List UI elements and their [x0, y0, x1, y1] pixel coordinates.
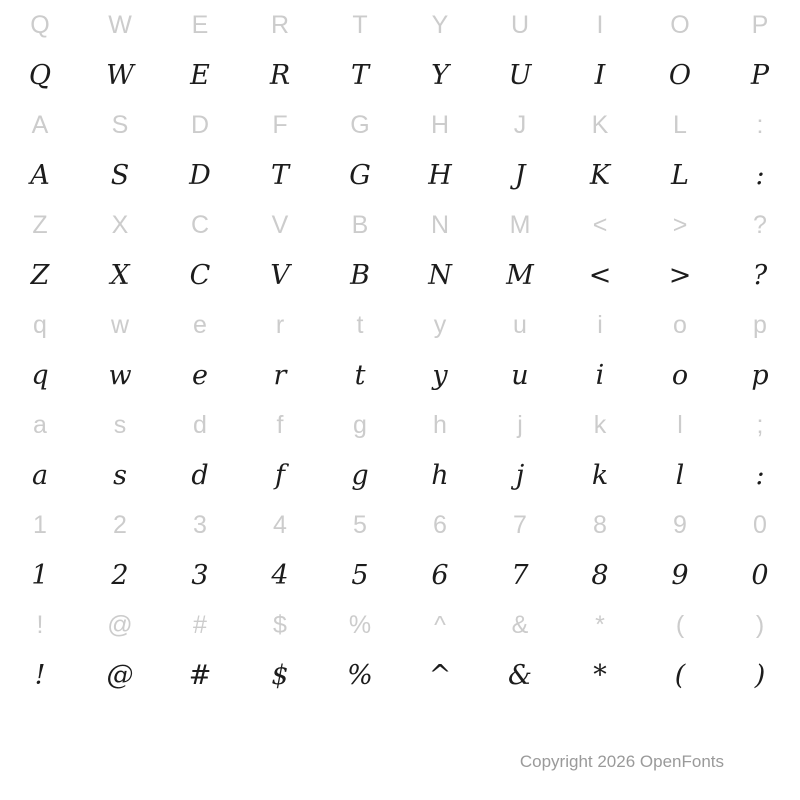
specimen-glyph: C: [189, 259, 211, 291]
specimen-glyph: T: [270, 159, 289, 191]
reference-glyph: g: [353, 410, 367, 439]
specimen-row: [0, 350, 800, 400]
reference-glyph: 1: [33, 510, 47, 539]
specimen-glyph: @: [106, 659, 134, 691]
specimen-glyph: W: [106, 59, 134, 91]
reference-glyph: L: [673, 110, 687, 139]
specimen-glyph: R: [269, 59, 291, 91]
specimen-glyph: P: [750, 59, 770, 91]
specimen-glyph: T: [350, 59, 369, 91]
reference-row: [0, 500, 800, 550]
specimen-glyph: D: [189, 159, 211, 191]
reference-glyph: y: [433, 310, 447, 339]
reference-glyph: ;: [756, 410, 764, 439]
reference-glyph: l: [677, 410, 683, 439]
reference-glyph: 6: [433, 510, 447, 539]
specimen-glyph: A: [30, 159, 50, 191]
reference-glyph: K: [591, 110, 609, 139]
specimen-glyph: J: [514, 159, 526, 191]
reference-glyph: q: [33, 310, 47, 339]
specimen-glyph: <: [588, 259, 612, 291]
specimen-glyph: q: [31, 359, 49, 391]
reference-glyph: 3: [193, 510, 207, 539]
specimen-glyph: X: [110, 259, 130, 291]
reference-glyph: 5: [353, 510, 367, 539]
specimen-glyph: l: [675, 459, 685, 491]
specimen-glyph: O: [668, 59, 692, 91]
reference-glyph: !: [36, 610, 44, 639]
specimen-glyph: I: [594, 59, 606, 91]
reference-row: [0, 600, 800, 650]
footer-copyright: Copyright 2026 OpenFonts: [519, 752, 724, 771]
reference-glyph: 9: [673, 510, 687, 539]
reference-row: [0, 100, 800, 150]
specimen-glyph: Y: [431, 59, 449, 91]
specimen-glyph: g: [351, 459, 369, 491]
reference-glyph: U: [510, 10, 530, 39]
specimen-glyph: E: [190, 59, 210, 91]
specimen-glyph: (: [674, 659, 686, 691]
specimen-glyph: y: [432, 359, 448, 391]
specimen-glyph: k: [591, 459, 609, 491]
specimen-glyph: o: [671, 359, 689, 391]
specimen-glyph: 4: [271, 559, 289, 591]
reference-glyph: t: [356, 310, 364, 339]
reference-glyph: (: [675, 610, 685, 639]
reference-glyph: 4: [273, 510, 287, 539]
specimen-glyph: K: [589, 159, 611, 191]
reference-glyph: G: [350, 110, 370, 139]
reference-glyph: 0: [753, 510, 767, 539]
specimen-glyph: 6: [431, 559, 449, 591]
reference-glyph: #: [193, 610, 207, 639]
reference-glyph: w: [110, 310, 130, 339]
reference-glyph: k: [593, 410, 607, 439]
specimen-glyph: w: [108, 359, 132, 391]
specimen-row: [0, 650, 800, 700]
specimen-glyph: :: [755, 159, 765, 191]
reference-glyph: I: [596, 10, 604, 39]
reference-row: [0, 300, 800, 350]
specimen-glyph: M: [506, 259, 534, 291]
specimen-glyph: 1: [31, 559, 49, 591]
specimen-glyph: Q: [28, 59, 52, 91]
reference-glyph: V: [271, 210, 289, 239]
specimen-glyph: V: [270, 259, 290, 291]
reference-glyph: >: [672, 210, 688, 239]
specimen-glyph: Z: [30, 259, 50, 291]
reference-glyph: D: [190, 110, 210, 139]
reference-glyph: X: [111, 210, 129, 239]
reference-glyph: h: [433, 410, 447, 439]
reference-glyph: d: [193, 410, 207, 439]
specimen-glyph: s: [113, 459, 127, 491]
reference-glyph: B: [351, 210, 369, 239]
reference-glyph: S: [111, 110, 129, 139]
specimen-glyph: :: [755, 459, 765, 491]
specimen-glyph: 8: [591, 559, 609, 591]
specimen-glyph: e: [192, 359, 208, 391]
reference-glyph: Z: [32, 210, 48, 239]
reference-glyph: 8: [593, 510, 607, 539]
specimen-glyph: 5: [351, 559, 369, 591]
specimen-row: [0, 550, 800, 600]
reference-glyph: C: [190, 210, 210, 239]
reference-glyph: s: [113, 410, 127, 439]
specimen-glyph: !: [34, 659, 46, 691]
specimen-glyph: ?: [752, 259, 768, 291]
specimen-glyph: 2: [111, 559, 129, 591]
reference-glyph: ): [755, 610, 765, 639]
reference-row: [0, 200, 800, 250]
reference-glyph: @: [107, 610, 133, 639]
specimen-glyph: r: [273, 359, 287, 391]
reference-glyph: e: [193, 310, 207, 339]
reference-glyph: :: [756, 110, 764, 139]
specimen-glyph: &: [507, 659, 533, 691]
reference-glyph: p: [753, 310, 767, 339]
reference-glyph: N: [430, 210, 450, 239]
specimen-glyph: #: [188, 659, 212, 691]
reference-glyph: Q: [30, 10, 50, 39]
reference-glyph: H: [430, 110, 450, 139]
reference-glyph: A: [31, 110, 49, 139]
specimen-glyph: ): [754, 659, 766, 691]
reference-glyph: *: [595, 610, 605, 639]
specimen-glyph: 9: [671, 559, 689, 591]
reference-glyph: M: [509, 210, 531, 239]
specimen-glyph: *: [593, 659, 607, 691]
specimen-glyph: U: [508, 59, 532, 91]
specimen-row: [0, 50, 800, 100]
reference-glyph: Y: [431, 10, 449, 39]
reference-glyph: ^: [434, 610, 446, 639]
specimen-glyph: p: [751, 359, 769, 391]
specimen-row: [0, 150, 800, 200]
specimen-glyph: j: [515, 459, 525, 491]
reference-glyph: T: [352, 10, 368, 39]
reference-glyph: W: [108, 10, 132, 39]
reference-glyph: J: [513, 110, 527, 139]
specimen-glyph: t: [354, 359, 366, 391]
specimen-glyph: %: [347, 659, 373, 691]
reference-glyph: u: [513, 310, 527, 339]
reference-row: [0, 0, 800, 50]
reference-glyph: r: [275, 310, 285, 339]
specimen-glyph: 0: [751, 559, 769, 591]
specimen-glyph: 3: [191, 559, 209, 591]
specimen-glyph: f: [275, 459, 285, 491]
reference-glyph: a: [33, 410, 47, 439]
reference-glyph: %: [348, 610, 372, 639]
specimen-glyph: H: [428, 159, 452, 191]
specimen-glyph: h: [431, 459, 449, 491]
specimen-glyph: u: [511, 359, 529, 391]
reference-glyph: R: [270, 10, 290, 39]
specimen-glyph: a: [31, 459, 49, 491]
reference-glyph: O: [670, 10, 690, 39]
specimen-glyph: $: [271, 659, 289, 691]
specimen-glyph: ^: [428, 659, 452, 691]
reference-glyph: $: [273, 610, 287, 639]
reference-glyph: &: [511, 610, 529, 639]
reference-glyph: 2: [113, 510, 127, 539]
reference-glyph: <: [592, 210, 608, 239]
reference-glyph: i: [597, 310, 603, 339]
reference-glyph: j: [517, 410, 523, 439]
specimen-glyph: d: [191, 459, 209, 491]
reference-glyph: o: [673, 310, 687, 339]
reference-glyph: 7: [513, 510, 527, 539]
specimen-glyph: S: [110, 159, 130, 191]
reference-glyph: P: [751, 10, 769, 39]
reference-glyph: F: [272, 110, 288, 139]
reference-glyph: ?: [753, 210, 767, 239]
specimen-glyph: L: [671, 159, 689, 191]
specimen-glyph: >: [668, 259, 692, 291]
specimen-glyph: N: [428, 259, 452, 291]
specimen-row: [0, 250, 800, 300]
specimen-glyph: G: [349, 159, 371, 191]
reference-row: [0, 400, 800, 450]
reference-glyph: E: [191, 10, 209, 39]
specimen-glyph: 7: [511, 559, 529, 591]
reference-glyph: f: [276, 410, 284, 439]
specimen-glyph: B: [350, 259, 370, 291]
specimen-row: [0, 450, 800, 500]
specimen-glyph: i: [595, 359, 605, 391]
